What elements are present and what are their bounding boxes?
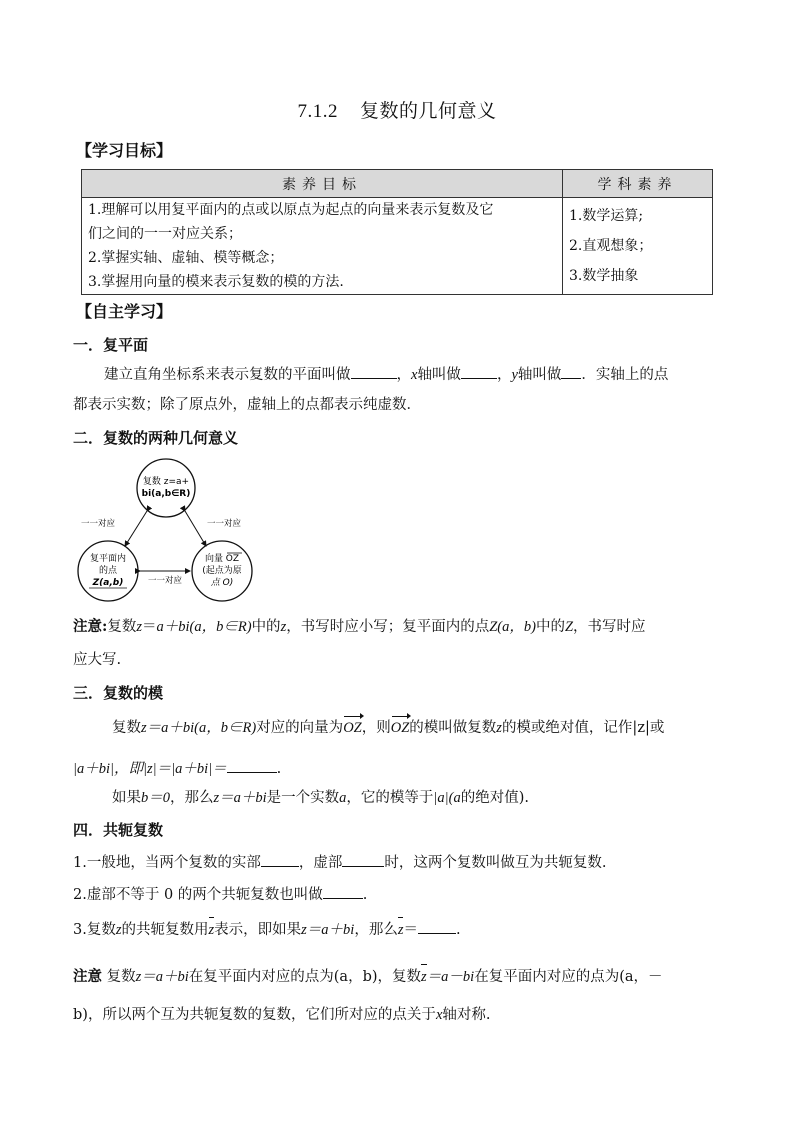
learning-goals-table [81, 169, 713, 295]
literacy-item: 2.直观想象； [569, 238, 653, 254]
text: 在复平面内对应的点为(a，－ [474, 969, 663, 985]
text: . [362, 887, 368, 903]
text: 的模叫做复数 [409, 720, 497, 736]
edge-right-arrow [185, 511, 206, 546]
variable: y [511, 367, 518, 383]
node-left-line1: 复平面内 [89, 554, 127, 564]
variable: z [496, 720, 502, 736]
text: 在复平面内对应的点为(a，b)，复数 [188, 969, 422, 985]
expression: Z(a，b) [489, 619, 536, 635]
node-top-line2: bi(a,b∈R) [141, 489, 191, 499]
section4-note-line2 [73, 1005, 490, 1025]
section3-heading: 三．复数的模 [73, 684, 164, 702]
text: . [455, 922, 461, 938]
section4-line2 [73, 884, 367, 905]
expression: b＝0 [141, 790, 170, 806]
variable: z [115, 922, 122, 938]
section-number: 7.1.2 [297, 101, 338, 122]
text: ，书写时应 [573, 619, 646, 635]
text: 如果 [112, 790, 141, 806]
expression: z＝a＋bi [301, 922, 355, 938]
text: 的绝对值). [460, 790, 530, 806]
section3-line2 [73, 758, 281, 779]
text: 对应的向量为 [256, 720, 344, 736]
text: 的模或绝对值，记作|z|或 [501, 720, 665, 736]
variable: x [411, 367, 418, 383]
expression: ＝a－bi [426, 969, 475, 985]
section3-line1 [112, 718, 664, 738]
edge-left-arrow [125, 511, 147, 546]
text: 是一个实数 [266, 790, 340, 806]
text: ，那么 [354, 922, 398, 938]
variable: z [280, 619, 287, 635]
text: 3.复数 [73, 922, 116, 938]
goal-item: 3.掌握用向量的模来表示复数的模的方法. [88, 274, 344, 290]
expression: |a＋bi|，即|z|＝|a＋bi|＝ [73, 761, 227, 777]
text: 复数 [112, 720, 141, 736]
section1-paragraph-line1 [104, 364, 668, 385]
variable: z [136, 619, 143, 635]
text: ，那么 [170, 790, 214, 806]
title-text: 复数的几何意义 [359, 100, 497, 122]
fill-blank [351, 364, 397, 379]
variable: a [339, 790, 347, 806]
section4-note-line1 [73, 967, 663, 987]
column-header-literacy: 学科素养 [563, 170, 713, 198]
edge-bottom-label: 一一对应 [147, 576, 183, 586]
text: ，虚部 [298, 855, 343, 871]
fill-blank [227, 758, 277, 773]
node-left-line3: Z(a,b) [92, 578, 124, 588]
text: . [276, 761, 282, 777]
text: ，它的模等于 [346, 790, 434, 806]
conjugate-z: z [208, 922, 215, 938]
text: ．实轴上的点 [581, 367, 669, 383]
goal-item: 们之间的一一对应关系； [88, 226, 242, 242]
note-label: 注意 [73, 968, 102, 985]
fill-blank [323, 884, 363, 899]
text: 时，这两个复数叫做互为共轭复数. [384, 855, 607, 871]
goal-item: 1.理解可以用复平面内的点或以原点为起点的向量来表示复数及它 [88, 202, 494, 218]
literacy-item: 1.数学运算; [569, 208, 644, 224]
text: 中的 [251, 619, 281, 635]
text: 复数 [106, 969, 136, 985]
complex-number-node [137, 459, 195, 517]
expression: z＝a＋bi(a，b∈R) [141, 720, 257, 736]
self-study-heading: 【自主学习】 [76, 302, 173, 321]
text: ， [496, 367, 512, 383]
learning-goals-heading: 【学习目标】 [76, 141, 173, 160]
fill-blank [461, 364, 497, 379]
section2-note-line1 [73, 617, 646, 637]
text: 轴对称. [442, 1007, 491, 1023]
expression: z＝a＋bi [135, 969, 189, 985]
literacy-item: 3.数学抽象 [569, 268, 639, 284]
variable: x [435, 1007, 443, 1023]
text: ＝ [403, 922, 418, 938]
conjugate-z: z [421, 969, 427, 985]
text: 的共轭复数用 [121, 922, 209, 938]
text: 表示，即如果 [214, 922, 302, 938]
node-right-line2: (起点为原 [202, 566, 242, 576]
text: 轴叫做 [417, 367, 461, 383]
expression: a＋bi(a，b∈R) [156, 619, 252, 635]
column-header-goals: 素养目标 [82, 170, 563, 198]
section4-line3 [73, 919, 461, 940]
vector-oz: OZ [390, 720, 410, 736]
note-label: 注意: [73, 618, 108, 635]
goals-cell [82, 198, 563, 295]
section4-heading: 四．共轭复数 [73, 821, 164, 839]
text: 2.虚部不等于 0 的两个共轭复数也叫做 [73, 887, 323, 903]
text: b)，所以两个互为共轭复数的复数，它们所对应的点关于 [73, 1007, 436, 1023]
section2-note-line2: 应大写. [73, 652, 122, 668]
text: 建立直角坐标系来表示复数的平面叫做 [104, 367, 351, 383]
fill-blank [261, 852, 299, 867]
section1-paragraph-line2: 都表示实数；除了原点外，虚轴上的点都表示纯虚数． [73, 397, 421, 413]
text: 1.一般地，当两个复数的实部 [73, 855, 261, 871]
edge-right-label: 一一对应 [206, 519, 242, 529]
node-right-line3: 点 O) [210, 578, 234, 588]
expression: |a|(a [433, 790, 461, 806]
conjugate-z: z [397, 922, 404, 938]
text: 中的 [535, 619, 565, 635]
correspondence-diagram [66, 455, 266, 605]
page-title [0, 96, 794, 123]
expression: z＝a＋bi [213, 790, 267, 806]
section1-heading: 一．复平面 [73, 336, 149, 354]
node-top-line1: 复数 z=a+ [142, 477, 190, 487]
node-left-line2: 的点 [98, 566, 118, 576]
text: ，书写时应小写；复平面内的点 [286, 619, 490, 635]
text: ＝ [142, 619, 157, 635]
goal-item: 2.掌握实轴、虚轴、模等概念； [88, 250, 284, 266]
section4-line1 [73, 852, 606, 873]
fill-blank [342, 852, 384, 867]
table-row [82, 198, 713, 295]
text: 复数 [107, 619, 137, 635]
literacy-cell [563, 198, 713, 295]
section3-line3 [112, 788, 529, 808]
text: ， [396, 367, 411, 383]
vector-oz: OZ [343, 720, 362, 736]
text: 轴叫做 [517, 367, 562, 383]
edge-left-label: 一一对应 [80, 519, 116, 529]
node-right-line1: 向量 OZ [204, 554, 240, 564]
variable: Z [564, 619, 574, 635]
table-header-row [82, 170, 713, 198]
text: ，则 [361, 720, 391, 736]
fill-blank [561, 364, 581, 379]
fill-blank [418, 919, 456, 934]
section2-heading: 二．复数的两种几何意义 [73, 429, 239, 447]
